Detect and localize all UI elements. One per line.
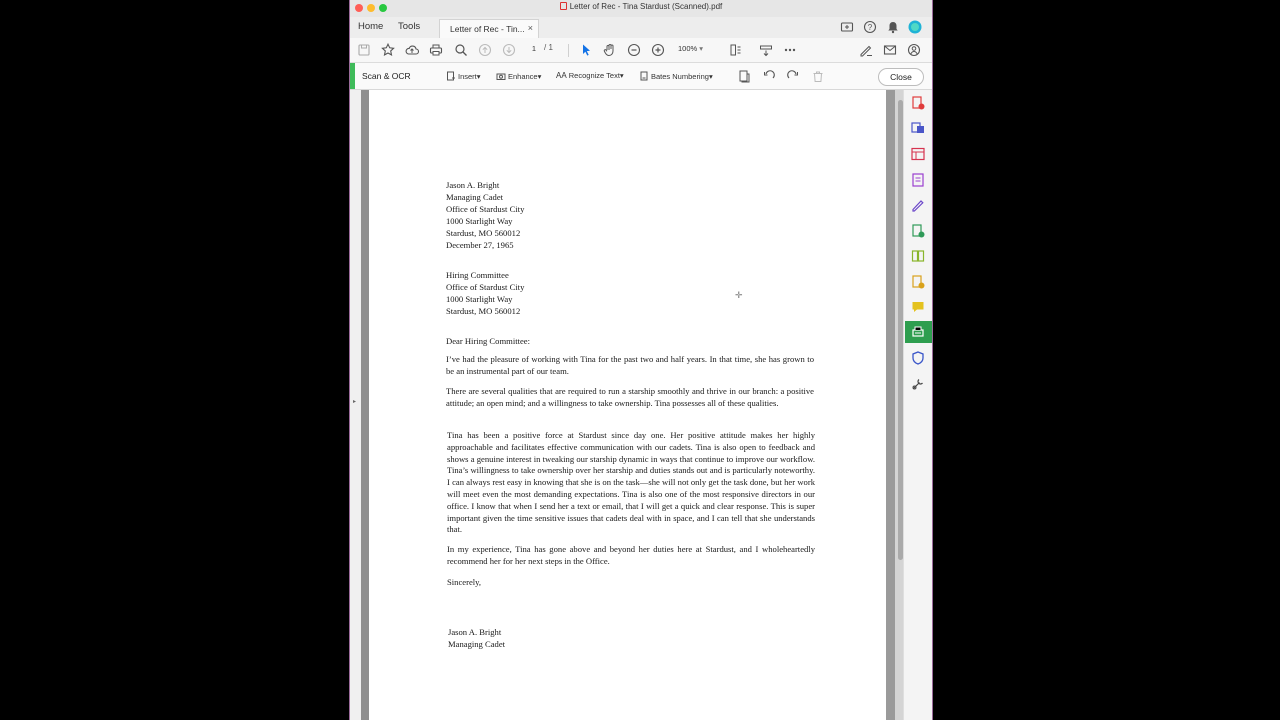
zoom-level-select[interactable]: [678, 44, 703, 53]
account-avatar-icon[interactable]: [908, 20, 922, 34]
zoom-in-icon[interactable]: [650, 42, 666, 58]
pdf-file-icon: [560, 2, 567, 10]
tab-home[interactable]: Home: [358, 21, 384, 32]
recognize-text-icon: AA: [556, 71, 567, 80]
window-title-text: Letter of Rec - Tina Stardust (Scanned).pdf: [569, 2, 723, 11]
combine-files-icon[interactable]: [910, 223, 926, 239]
email-envelope-icon[interactable]: [882, 42, 898, 58]
signature-line: Jason A. Bright: [448, 627, 502, 637]
sender-line: Office of Stardust City: [446, 204, 525, 214]
edit-pdf-icon[interactable]: [910, 172, 926, 188]
document-tab-label: Letter of Rec - Tin...: [450, 24, 525, 34]
rotate-right-icon[interactable]: [786, 69, 800, 83]
hand-tool-icon[interactable]: [602, 42, 618, 58]
left-panel-toggle[interactable]: [350, 90, 361, 720]
notifications-bell-icon[interactable]: [886, 20, 900, 34]
select-cursor-icon[interactable]: [578, 42, 594, 58]
paragraph-1: I’ve had the pleasure of working with Tina for the past two and half years. In that time, she has grown to be an instrumental part of our team.: [446, 354, 814, 376]
delete-trash-icon[interactable]: [811, 69, 825, 83]
insert-page-icon: [446, 71, 456, 81]
organize-pages-icon[interactable]: [910, 146, 926, 162]
signature-block: [448, 626, 505, 650]
title-bar: [350, 0, 932, 18]
tab-document[interactable]: [439, 19, 539, 38]
enhance-dropdown[interactable]: Enhance▾: [496, 71, 541, 81]
sign-pen-icon[interactable]: [858, 42, 874, 58]
recipient-line: Hiring Committee: [446, 270, 509, 280]
crosshair-cursor-icon: ✛: [735, 290, 743, 300]
export-pdf-icon[interactable]: [910, 95, 926, 111]
main-toolbar: [350, 38, 932, 63]
fill-sign-icon[interactable]: [910, 197, 926, 213]
insert-label: Insert: [458, 72, 477, 81]
toolbar-divider: [568, 44, 569, 57]
recipient-line: Stardust, MO 560012: [446, 306, 521, 316]
page-total: / 1: [544, 43, 553, 52]
closing-text: Sincerely,: [447, 577, 482, 587]
page-thumbnails-icon[interactable]: [737, 69, 751, 83]
recognize-text-dropdown[interactable]: AA Recognize Text▾: [556, 71, 624, 80]
share-screen-icon[interactable]: [840, 20, 854, 34]
page-edge-shadow: [361, 90, 369, 720]
bates-numbering-dropdown[interactable]: Bates Numbering▾: [639, 71, 713, 81]
upload-cloud-icon[interactable]: [404, 42, 420, 58]
recipient-line: Office of Stardust City: [446, 282, 525, 292]
page-display-icon[interactable]: [728, 42, 744, 58]
paragraph-4: In my experience, Tina has gone above and beyond her duties here at Stardust, and I wholeheartedly recommend her for her next steps in the Office.: [447, 544, 815, 566]
zoom-level-value: 100%: [678, 44, 698, 53]
tab-row: [350, 17, 932, 39]
sender-block: [446, 179, 524, 251]
page-number-input[interactable]: 1: [531, 44, 537, 53]
closing: [447, 576, 481, 588]
pdf-page: [369, 90, 886, 720]
sender-line: Managing Cadet: [446, 192, 504, 202]
rotate-left-icon[interactable]: [762, 69, 776, 83]
enhance-camera-icon: [496, 71, 506, 81]
send-for-comments-icon[interactable]: [910, 274, 926, 290]
scan-ocr-icon[interactable]: [910, 324, 926, 340]
more-options-icon[interactable]: [782, 42, 798, 58]
paragraph-3: Tina has been a positive force at Stardust since day one. Her positive attitude makes her highly approachable and facilitates effective communication with our cadets. Tina is also open to feedback and shows a genuine interest in tweaking our starship dynamic in ways that continue to improve our workflow. Tina’s willingness to take ownership over her starship and duties stands out and is particularly noteworthy. I can always rest easy in knowing that she is on the task—she will not only get the task done, but her work will meet even the most demanding expectations. Tina is also one of the most responsive directors in our office. I know that when I send her a text or email, that I will get a quick and clear response. This is super important given the time sensitive issues that cadets deal with in space, and I can tell that she understands that.: [447, 430, 815, 535]
tab-tools[interactable]: Tools: [398, 21, 421, 32]
comment-icon[interactable]: [910, 299, 926, 315]
chevron-down-icon: ▾: [699, 44, 704, 53]
scan-ocr-accent: [350, 63, 355, 89]
recognize-text-label: Recognize Text: [568, 71, 620, 80]
share-user-icon[interactable]: [906, 42, 922, 58]
enhance-label: Enhance: [508, 72, 538, 81]
scan-ocr-title: Scan & OCR: [362, 71, 411, 81]
salutation-text: Dear Hiring Committee:: [446, 336, 531, 346]
sender-line: 1000 Starlight Way: [446, 216, 513, 226]
previous-page-icon[interactable]: [477, 42, 493, 58]
right-tools-rail: [903, 90, 933, 720]
svg-text:?: ?: [867, 23, 873, 32]
window-title: [350, 2, 932, 11]
sender-line: Jason A. Bright: [446, 180, 500, 190]
salutation: [446, 335, 530, 347]
find-magnifier-icon[interactable]: [453, 42, 469, 58]
print-icon[interactable]: [428, 42, 444, 58]
next-page-icon[interactable]: [501, 42, 517, 58]
more-tools-icon[interactable]: [910, 376, 926, 392]
zoom-out-icon[interactable]: [626, 42, 642, 58]
bookmark-star-icon[interactable]: [380, 42, 396, 58]
letter-date: December 27, 1965: [446, 240, 514, 250]
save-icon[interactable]: [356, 42, 372, 58]
signature-line: Managing Cadet: [448, 639, 506, 649]
sender-line: Stardust, MO 560012: [446, 228, 521, 238]
protect-icon[interactable]: [910, 350, 926, 366]
close-tool-button[interactable]: Close: [878, 68, 924, 86]
acrobat-window: [349, 0, 933, 720]
create-pdf-icon[interactable]: [910, 120, 926, 136]
paragraph-2: There are several qualities that are required to run a starship smoothly and thrive in our branch: a positive attitude; an open mind; and a willingness to take ownership. Tina possesses all of these qualities.: [446, 386, 814, 408]
recipient-block: [446, 269, 524, 317]
scan-ocr-toolbar: [350, 63, 932, 90]
insert-dropdown[interactable]: Insert▾: [446, 71, 481, 81]
close-tab-icon[interactable]: ×: [527, 23, 533, 33]
scrolling-mode-icon[interactable]: [758, 42, 774, 58]
compare-icon[interactable]: [910, 248, 926, 264]
expand-panel-icon: ▸: [353, 399, 357, 405]
recipient-line: 1000 Starlight Way: [446, 294, 513, 304]
bates-numbering-label: Bates Numbering: [651, 72, 709, 81]
help-icon[interactable]: [863, 20, 877, 34]
bates-page-icon: [639, 71, 649, 81]
page-right-edge: [886, 90, 895, 720]
